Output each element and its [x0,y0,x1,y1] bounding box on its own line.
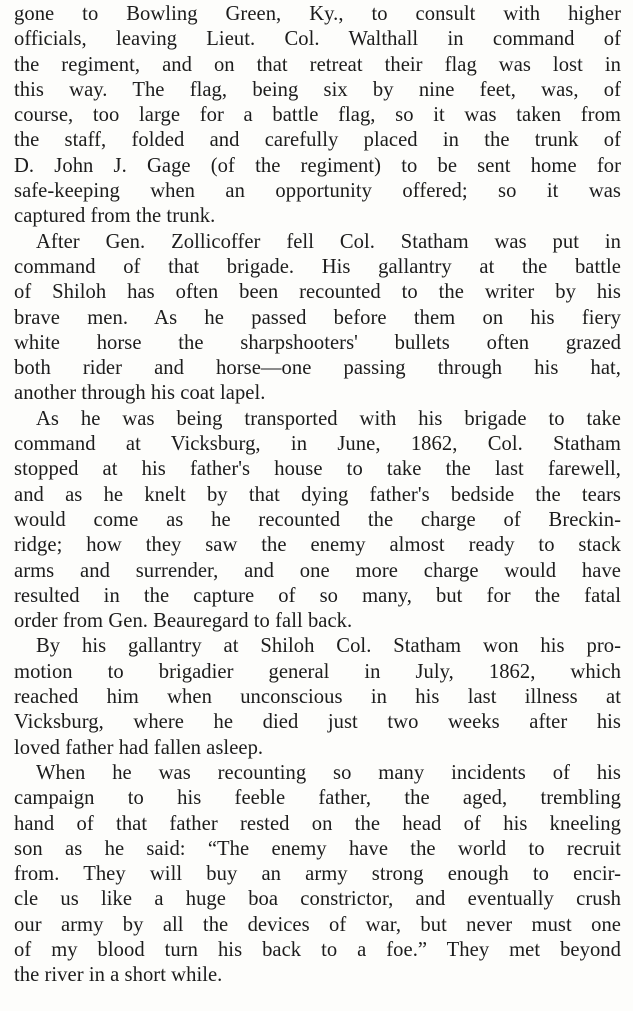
text-line: resulted in the capture of so many, but for the fatal [14,584,621,607]
paragraph-5 [14,761,633,989]
text-line: and as he knelt by that dying father's bedside the tears [14,483,621,506]
text-line: would come as he recounted the charge of Breckin- [14,508,621,531]
text-line: son as he said: “The enemy have the world to recruit [14,837,621,860]
text-line: motion to brigadier general in July, 1862, which [14,660,621,683]
text-line: course, too large for a battle flag, so it was taken from [14,104,621,127]
text-line: officials, leaving Lieut. Col. Walthall in command of [14,28,621,51]
paragraph-2 [14,230,633,407]
text-line: stopped at his father's house to take the last farewell, [14,458,621,481]
text-line: As he was being transported with his brigade to take [36,407,621,430]
text-line: campaign to his feeble father, the aged, trembling [14,787,621,810]
text-line: cle us like a huge boa constrictor, and eventually crush [14,888,621,911]
text-line: D. John J. Gage (of the regiment) to be sent home for [14,154,621,177]
text-line: the staff, folded and carefully placed in the trunk of [14,129,621,152]
text-line: ridge; how they saw the enemy almost ready to stack [14,534,621,557]
text-line: Vicksburg, where he died just two weeks after his [14,711,621,734]
text-line: gone to Bowling Green, Ky., to consult with higher [14,3,621,25]
text-line: brave men. As he passed before them on his fiery [14,306,621,329]
text-line: this way. The flag, being six by nine feet, was, of [14,78,621,101]
text-line: both rider and horse—one passing through his hat, [14,357,621,380]
text-line: white horse the sharpshooters' bullets often grazed [14,331,621,354]
text-line: of Shiloh has often been recounted to the writer by his [14,281,621,304]
text-line: the regiment, and on that retreat their flag was lost in [14,53,621,76]
text-line: captured from the trunk. [14,205,216,228]
paragraph-3 [14,407,633,635]
text-line: our army by all the devices of war, but never must one [14,913,621,936]
text-line: reached him when unconscious in his last illness at [14,686,621,709]
text-line: arms and surrender, and one more charge would have [14,559,621,582]
text-line: from. They will buy an army strong enough to encir- [14,863,621,886]
text-line: By his gallantry at Shiloh Col. Statham won his pro- [36,635,621,658]
text-line: order from Gen. Beauregard to fall back. [14,610,353,633]
text-line: safe-keeping when an opportunity offered; so it was [14,180,621,203]
text-line: After Gen. Zollicoffer fell Col. Statham was put in [36,230,621,253]
text-line: of my blood turn his back to a foe.” They met beyond [14,938,621,961]
paragraph-1 [14,2,633,230]
paragraph-4 [14,634,633,760]
text-line: the river in a short while. [14,964,223,987]
text-line: When he was recounting so many incidents of his [36,761,621,784]
text-line: command of that brigade. His gallantry at the battle [14,255,621,278]
text-line: hand of that father rested on the head of his kneeling [14,812,621,835]
text-line: loved father had fallen asleep. [14,736,264,759]
text-line: command at Vicksburg, in June, 1862, Col. Statham [14,433,621,456]
text-line: another through his coat lapel. [14,382,266,405]
